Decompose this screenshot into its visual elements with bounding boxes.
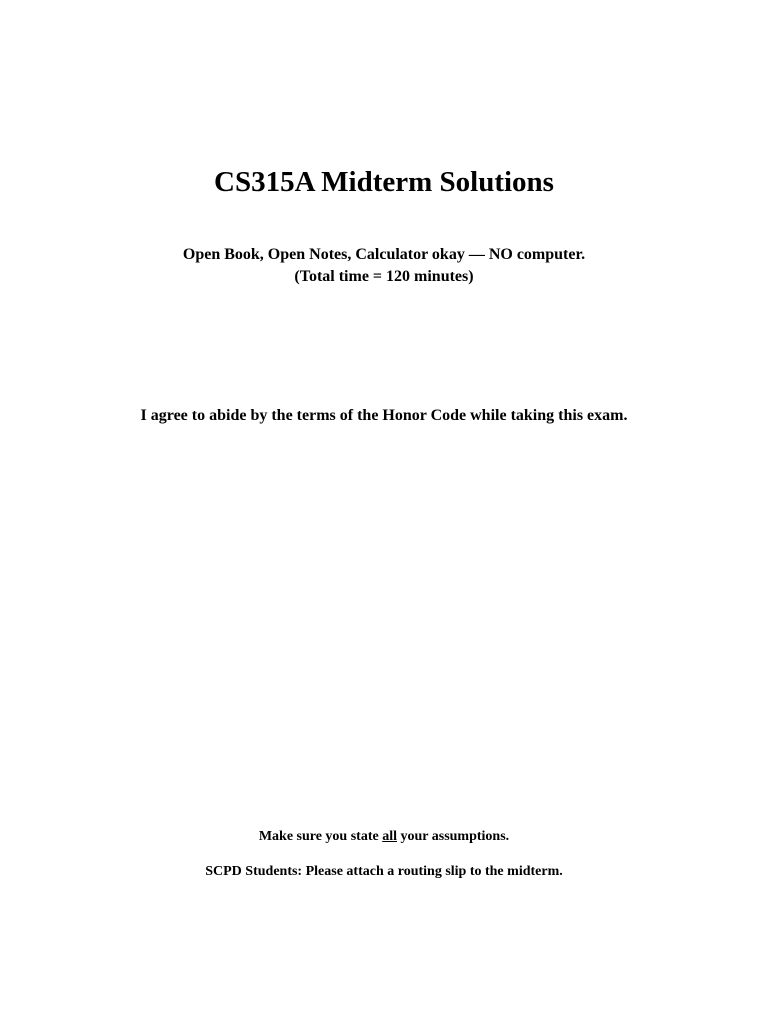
assumptions-note [0, 828, 768, 846]
assumptions-emphasis: all [382, 829, 397, 844]
scpd-note: SCPD Students: Please attach a routing slip to the midterm. [205, 864, 563, 879]
assumptions-text-after: your assumptions. [397, 829, 510, 844]
document-title: CS315A Midterm Solutions [214, 166, 554, 198]
assumptions-text-before: Make sure you state [258, 829, 383, 844]
time-limit: (Total time = 120 minutes) [294, 268, 474, 285]
exam-instructions: Open Book, Open Notes, Calculator okay — NO computer. [182, 246, 586, 263]
honor-code-statement: I agree to abide by the terms of the Honor Code while taking this exam. [140, 407, 628, 424]
